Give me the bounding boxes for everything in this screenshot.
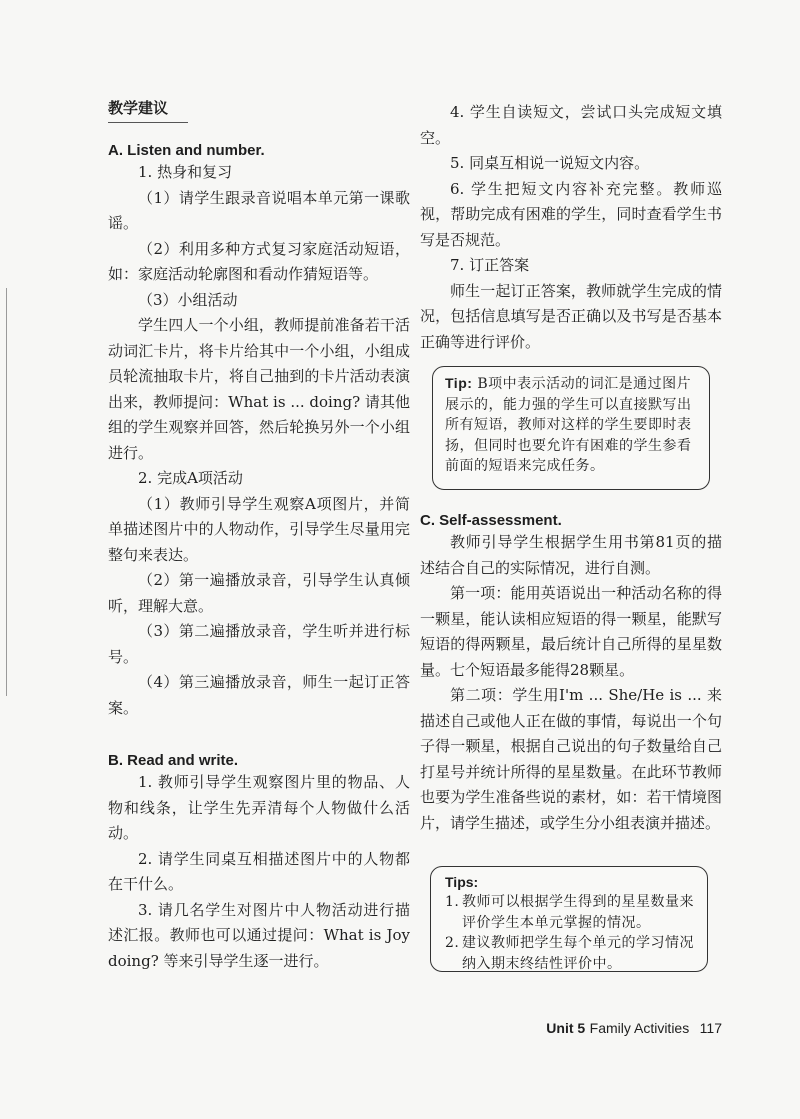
a2-item-1: （1）教师引导学生观察A项图片，并简单描述图片中的人物动作，引导学生尽量用完整句来表达。 xyxy=(108,494,410,564)
b-item-6: 6. 学生把短文内容补充完整。教师巡视，帮助完成有困难的学生，同时查看学生书写是否规范。 xyxy=(420,179,722,249)
a2-item-3: （3）第二遍播放录音，学生听并进行标号。 xyxy=(108,622,410,666)
section-b-title: B. Read and write. xyxy=(108,752,239,769)
a1-item-3-body: 学生四人一个小组，教师提前准备若干活动词汇卡片，将卡片给其中一个小组，小组成员轮流抽取卡片，将自己抽到的卡片活动表演出来，教师提问：What is ... doing? 请其他组的学生观察并回答，然后轮换另外一个小组进行。 xyxy=(108,316,410,462)
footer-unit-title: Family Activities xyxy=(589,1020,690,1036)
section-heading-box xyxy=(108,98,188,123)
tips-item-text: 建议教师把学生每个单元的学习情况纳入期末终结性评价中。 xyxy=(462,935,694,972)
a2-item-4: （4）第三遍播放录音，师生一起订正答案。 xyxy=(108,673,410,717)
tips-item-number: 2. xyxy=(445,935,460,951)
a1-item-3: （3）小组活动 xyxy=(138,290,238,309)
b-item-7: 7. 订正答案 xyxy=(450,256,530,274)
section-a-title: A. Listen and number. xyxy=(108,142,265,159)
a2-item-2: （2）第一遍播放录音，引导学生认真倾听，理解大意。 xyxy=(108,571,410,615)
a1-item-1: （1）请学生跟录音说唱本单元第一课歌谣。 xyxy=(108,188,410,232)
page-edge-line xyxy=(6,288,7,696)
section-b-continued xyxy=(420,100,722,355)
c-paragraph-1: 教师引导学生根据学生用书第81页的描述结合自己的实际情况，进行自测。 xyxy=(420,533,722,577)
tips-item xyxy=(445,933,697,974)
section-c-title: C. Self-assessment. xyxy=(420,512,562,529)
a2-heading: 2. 完成A项活动 xyxy=(138,469,243,487)
b-item-1: 1. 教师引导学生观察图片里的物品、人物和线条，让学生先弄清每个人物做什么活动。 xyxy=(108,773,410,842)
page-number: 117 xyxy=(699,1020,722,1036)
page-footer xyxy=(546,1020,722,1037)
a1-item-2: （2）利用多种方式复习家庭活动短语，如：家庭活动轮廓图和看动作猜短语等。 xyxy=(108,239,410,283)
a1-heading: 1. 热身和复习 xyxy=(138,163,233,181)
tips-list xyxy=(445,892,697,974)
tips-item-text: 教师可以根据学生得到的星星数量来评价学生本单元掌握的情况。 xyxy=(462,894,694,931)
tip-body: B项中表示活动的词汇是通过图片展示的，能力强的学生可以直接默写出所有短语，教师对这样的学生要即时表扬，但同时也要允许有困难的学生参看前面的短语来完成任务。 xyxy=(445,376,692,474)
tips-label: Tips: xyxy=(445,874,479,890)
tip-text xyxy=(445,373,699,477)
section-a-body xyxy=(108,160,410,721)
tips-item-number: 1. xyxy=(445,894,460,910)
b-item-3: 3. 请几名学生对图片中人物活动进行描述汇报。教师也可以通过提问：What is Joy doing? 等来引导学生逐一进行。 xyxy=(108,900,410,970)
section-heading: 教学建议 xyxy=(108,99,169,117)
section-b-body xyxy=(108,770,410,974)
b-item-5: 5. 同桌互相说一说短文内容。 xyxy=(450,154,650,172)
tips-item xyxy=(445,892,697,933)
tip-label: Tip: xyxy=(445,375,473,391)
tip-box xyxy=(432,366,710,490)
b-item-4: 4. 学生自读短文，尝试口头完成短文填空。 xyxy=(420,103,722,147)
c-paragraph-3: 第二项：学生用I'm ... She/He is ... 来描述自己或他人正在做的事情，每说出一个句子得一颗星，根据自己说出的句子数量给自己打星号并统计所得的星星数量。在此环节教师也要为学生准备些说的素材，如：若干情境图片，请学生描述，或学生分小组表演并描述。 xyxy=(420,686,722,832)
footer-unit-label: Unit 5 xyxy=(546,1020,586,1036)
c-paragraph-2: 第一项：能用英语说出一种活动名称的得一颗星，能认读相应短语的得一颗星，能默写短语的得两颗星，最后统计自己所得的星星数量。七个短语最多能得28颗星。 xyxy=(420,584,722,679)
section-c-body xyxy=(420,530,722,836)
b-item-2: 2. 请学生同桌互相描述图片中的人物都在干什么。 xyxy=(108,849,410,893)
tips-box xyxy=(430,866,708,972)
b-item-7-body: 师生一起订正答案，教师就学生完成的情况，包括信息填写是否正确以及书写是否基本正确等进行评价。 xyxy=(420,281,722,351)
